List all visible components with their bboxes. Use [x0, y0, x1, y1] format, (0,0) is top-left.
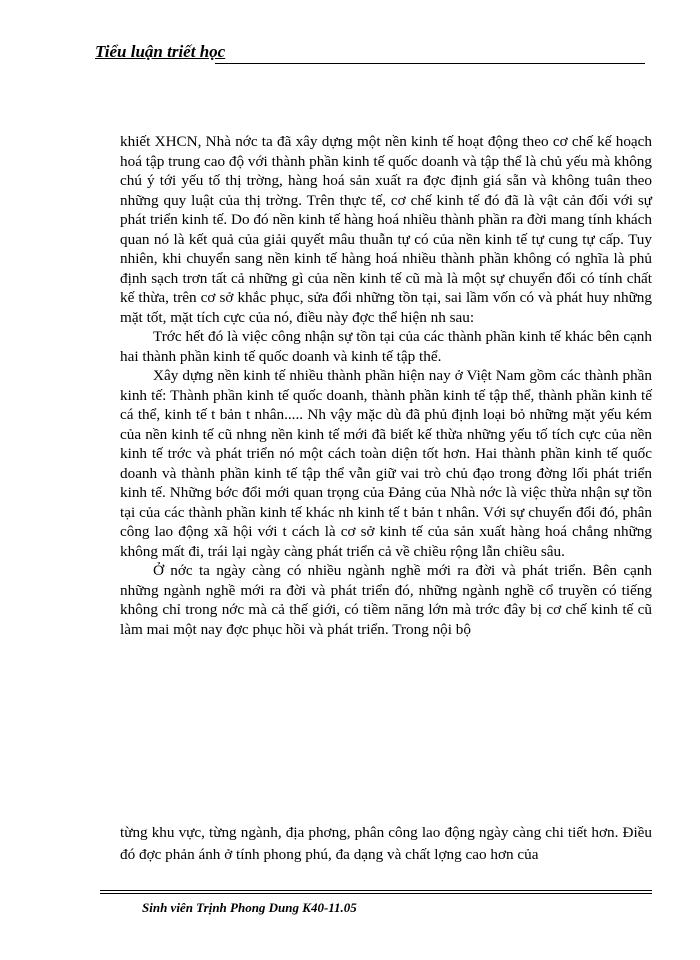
paragraph: từng khu vực, từng ngành, địa phơng, phân công lao động ngày càng chi tiết hơn. Điều đó đợc phản ánh ở tính phong phú, đa dạng và chất lợng cao hơn của — [120, 824, 652, 863]
paragraph: khiết XHCN, Nhà nớc ta đã xây dựng một nền kinh tế hoạt động theo cơ chế kế hoạch hoá tập trung cao độ với thành phần kinh tế quốc doanh và tập thể là chủ yếu mà không chú ý tới yếu tố thị trờng, hàng hoá sản xuất ra đợc định giá sẵn và không tuân theo những quy luật của thị trờng. Trên thực tế, cơ chế kinh tế đó đã là vật cản đối với sự phát triển kinh tế. Do đó nền kinh tế hàng hoá nhiều thành phần ra đời mang tính khách quan nó là kết quả của giải quyết mâu thuẫn tự có của nền kinh tế tự cung tự cấp. Tuy nhiên, khi chuyển sang nền kinh tế hàng hoá nhiều thành phần không có nghĩa là phủ định sạch trơn tất cả những gì của nền kinh tế cũ mà là một sự chuyển đổi có tính chất kế thừa, trên cơ sở khắc phục, sửa đổi những tồn tại, sai lầm vốn có và phát huy những mặt tốt, mặt tích cực của nó, điều này đợc thể hiện nh sau: — [120, 133, 652, 326]
footer-text: Sinh viên Trịnh Phong Dung K40-11.05 — [142, 900, 357, 915]
page-header — [95, 42, 645, 62]
footer-rule — [100, 893, 652, 894]
paragraph: Xây dựng nền kinh tế nhiều thành phần hiện nay ở Việt Nam gồm các thành phần kinh tế: Thành phần kinh tế quốc doanh, thành phần kinh tế tập thể, thành phần kinh tế cá thể, kinh tế t bản t nhân..... Nh vậy mặc dù đã phủ định loại bỏ những mặt yếu kém của nền kinh tế cũ nhng nền kinh tế mới đã biết kế thừa những yếu tố tích cực của nền kinh tế trớc và phát triển nó một cách toàn diện tốt hơn. Hai thành phần kinh tế quốc doanh và thành phần kinh tế tập thể vẫn giữ vai trò chủ đạo trong đờng lối phát triển kinh tế. Những bớc đổi mới quan trọng của Đảng của Nhà nớc là việc thừa nhận sự tồn tại của các thành phần kinh tế khác nh kinh tế t bản t nhân. Với sự chuyển đổi đó, phân công lao động xã hội với t cách là cơ sở kinh tế của sản xuất hàng hoá chẳng những không mất đi, trái lại ngày càng phát triển cả về chiều rộng lẫn chiều sâu. — [120, 367, 652, 560]
paragraph: Ở nớc ta ngày càng có nhiều ngành nghề mới ra đời và phát triển. Bên cạnh những ngành nghề mới ra đời và phát triển đó, những ngành nghề cổ truyền có tiếng không chỉ trong nớc mà cả thế giới, có tiềm năng lớn mà trớc đây bị cơ chế kinh tế cũ làm mai một nay đợc phục hồi và phát triển. Trong nội bộ — [120, 562, 652, 638]
body-text-continued — [120, 822, 652, 866]
paragraph: Trớc hết đó là việc công nhận sự tồn tại của các thành phần kinh tế khác bên cạnh hai thành phần kinh tế quốc doanh và kinh tế tập thể. — [120, 328, 652, 365]
header-title: Tiểu luận triết học — [95, 42, 226, 61]
page-footer — [100, 890, 652, 916]
footer-rule — [100, 890, 652, 891]
body-text — [120, 132, 652, 639]
header-rule — [215, 63, 645, 64]
